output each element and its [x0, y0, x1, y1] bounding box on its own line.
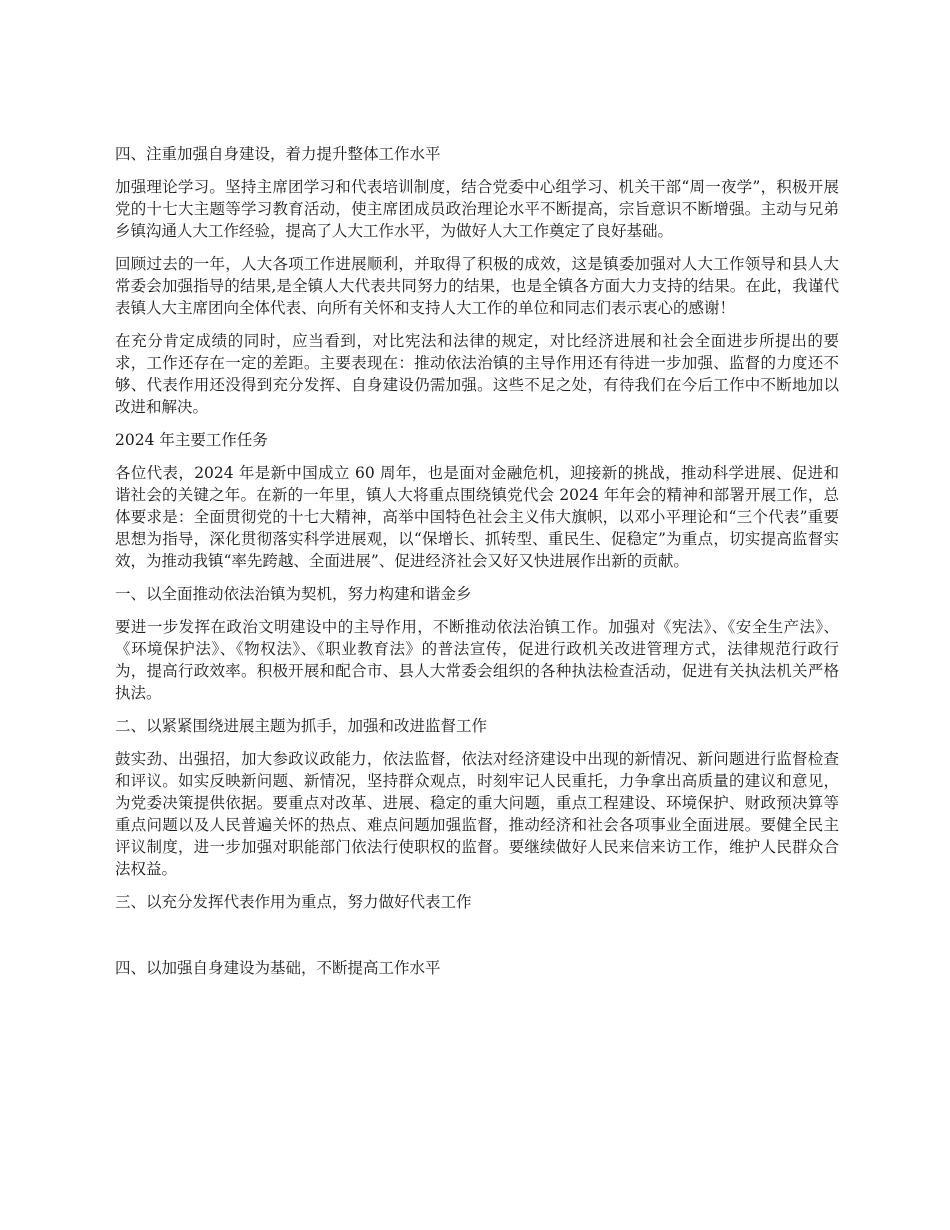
document-body: [115, 143, 839, 990]
paragraph: 鼓实劲、出强招，加大参政议政能力，依法监督，依法对经济建设中出现的新情况、新问题进行监督检查和评议。如实反映新问题、新情况，坚持群众观点，时刻牢记人民重托，力争拿出高质量的建议和意见，为党委决策提供依据。要重点对改革、进展、稳定的重大问题，重点工程建设、环境保护、财政预决算等重点问题以及人民普遍关怀的热点、难点问题加强监督，推动经济和社会各项事业全面进展。要健全民主评议制度，进一步加强对职能部门依法行使职权的监督。要继续做好人民来信来访工作，维护人民群众合法权益。: [115, 750, 839, 878]
paragraph: 各位代表，2024 年是新中国成立 60 周年，也是面对金融危机，迎接新的挑战，推动科学进展、促进和谐社会的关键之年。在新的一年里，镇人大将重点围绕镇党代会 2024 年年会的精神和部署开展工作，总体要求是：全面贯彻党的十七大精神，高举中国特色社会主义伟大旗帜，以邓小平理论和“三个代表”重要思想为指导，深化贯彻落实科学进展观，以“保增长、抓转型、重民生、促稳定”为重点，切实提高监督实效，为推动我镇“率先跨越、全面进展”、促进经济社会又好又快进展作出新的贡献。: [115, 464, 839, 570]
section-heading: 一、以全面推动依法治镇为契机，努力构建和谐金乡: [115, 585, 472, 603]
section-heading: 2024 年主要工作任务: [115, 431, 268, 449]
paragraph: 要进一步发挥在政治文明建设中的主导作用，不断推动依法治镇工作。加强对《宪法》、《安全生产法》、《环境保护法》、《物权法》、《职业教育法》的普法宣传，促进行政机关改进管理方式，法律规范行政行为，提高行政效率。积极开展和配合市、县人大常委会组织的各种执法检查活动，促进有关执法机关严格执法。: [115, 618, 839, 702]
section-heading: 二、以紧紧围绕进展主题为抓手，加强和改进监督工作: [115, 717, 488, 735]
paragraph: 加强理论学习。坚持主席团学习和代表培训制度，结合党委中心组学习、机关干部“周一夜学”，积极开展党的十七大主题等学习教育活动，使主席团成员政治理论水平不断提高，宗旨意识不断增强。主动与兄弟乡镇沟通人大工作经验，提高了人大工作水平，为做好人大工作奠定了良好基础。: [115, 178, 839, 240]
section-heading: 四、注重加强自身建设，着力提升整体工作水平: [115, 145, 441, 163]
blank-space: [115, 924, 839, 957]
section-heading: 三、以充分发挥代表作用为重点，努力做好代表工作: [115, 893, 472, 911]
paragraph: 在充分肯定成绩的同时，应当看到，对比宪法和法律的规定，对比经济进展和社会全面进步所提出的要求，工作还存在一定的差距。主要表现在：推动依法治镇的主导作用还有待进一步加强、监督的力度还不够、代表作用还没得到充分发挥、自身建设仍需加强。这些不足之处，有待我们在今后工作中不断地加以改进和解决。: [115, 332, 839, 416]
section-heading: 四、以加强自身建设为基础，不断提高工作水平: [115, 959, 441, 977]
paragraph: 回顾过去的一年，人大各项工作进展顺利，并取得了积极的成效，这是镇委加强对人大工作领导和县人大常委会加强指导的结果,是全镇人大代表共同努力的结果，也是全镇各方面大力支持的结果。在此，我谨代表镇人大主席团向全体代表、向所有关怀和支持人大工作的单位和同志们表示衷心的感谢！: [115, 255, 839, 317]
